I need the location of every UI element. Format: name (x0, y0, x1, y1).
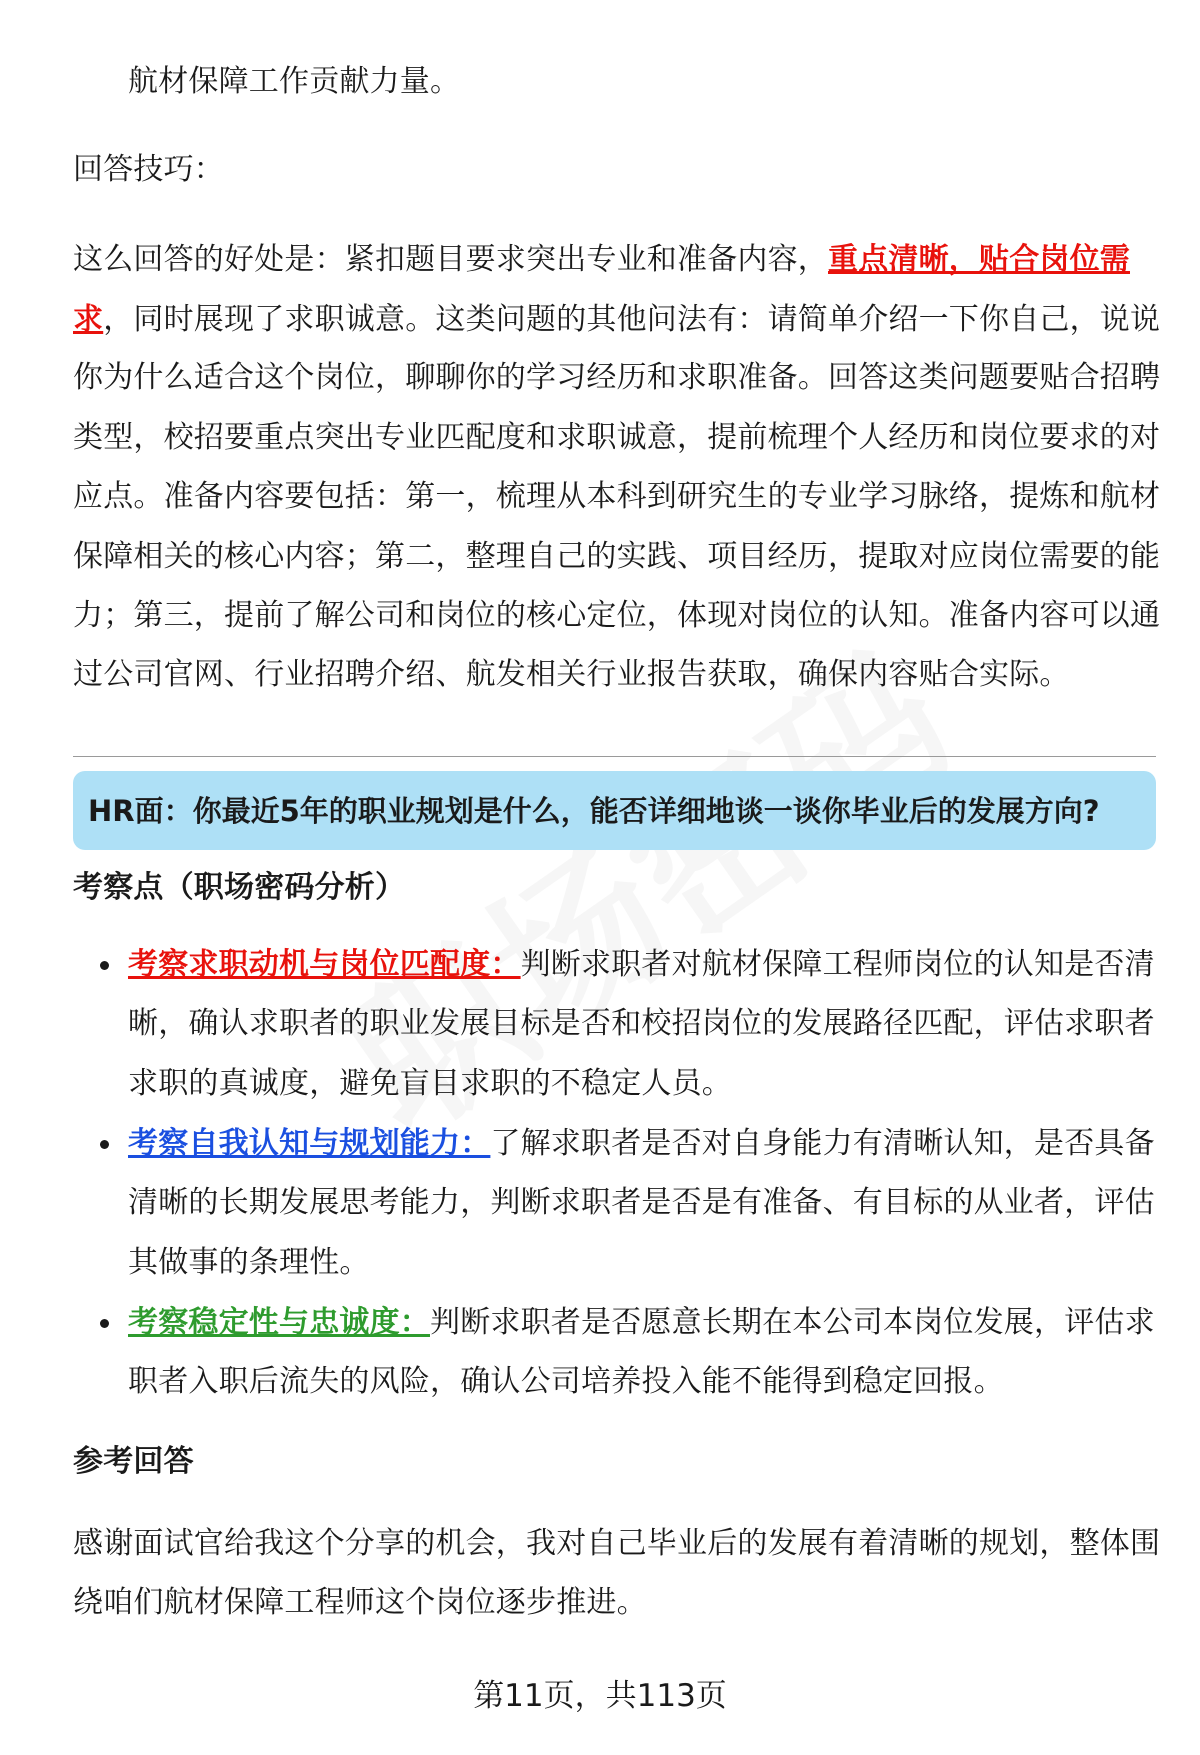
page-footer: 第11页，共113页 (473, 1678, 727, 1714)
bullet-dot (100, 1140, 109, 1149)
tips-line: 你为什么适合这个岗位，聊聊你的学习经历和求职准备。回答这类问题要贴合招聘 (73, 360, 1161, 395)
section-divider (73, 756, 1156, 757)
tips-line: 应点。准备内容要包括：第一，梳理从本科到研究生的专业学习脉络，提炼和航材 (73, 479, 1161, 514)
tips-line: 保障相关的核心内容；第二，整理自己的实践、项目经历，提取对应岗位需要的能 (73, 539, 1161, 574)
point-label-green: 考察稳定性与忠诚度： (128, 1305, 430, 1340)
point-text: 求职的真诚度，避免盲目求职的不稳定人员。 (128, 1066, 732, 1101)
answer-text: 感谢面试官给我这个分享的机会，我对自己毕业后的发展有着清晰的规划，整体围 (73, 1526, 1161, 1561)
point-label-red: 考察求职动机与岗位匹配度： (128, 947, 521, 982)
points-heading: 考察点（职场密码分析） (73, 870, 406, 905)
tips-heading: 回答技巧： (73, 152, 224, 187)
point-text: 了解求职者是否对自身能力有清晰认知，是否具备 (490, 1126, 1155, 1161)
point-text: 清晰的长期发展思考能力，判断求职者是否是有准备、有目标的从业者，评估 (128, 1185, 1155, 1220)
point-text: 晰，确认求职者的职业发展目标是否和校招岗位的发展路径匹配，评估求职者 (128, 1006, 1155, 1041)
tips-highlight: 重点清晰，贴合岗位需 (828, 242, 1130, 277)
answer-text: 绕咱们航材保障工程师这个岗位逐步推进。 (73, 1585, 647, 1620)
tips-text: ，同时展现了求职诚意。这类问题的其他问法有：请简单介绍一下你自己，说说 (103, 302, 1161, 337)
point-text: 其做事的条理性。 (128, 1245, 370, 1280)
bullet-dot (100, 961, 109, 970)
point-label-blue: 考察自我认知与规划能力： (128, 1126, 491, 1161)
tips-line: 过公司官网、行业招聘介绍、航发相关行业报告获取，确保内容贴合实际。 (73, 657, 1070, 692)
answer-heading: 参考回答 (73, 1444, 194, 1479)
question-text: HR面：你最近5年的职业规划是什么，能否详细地谈一谈你毕业后的发展方向? (88, 794, 1100, 828)
tips-highlight: 求 (73, 302, 104, 337)
tips-text: 这么回答的好处是：紧扣题目要求突出专业和准备内容， (73, 242, 828, 277)
point-text: 判断求职者是否愿意长期在本公司本岗位发展，评估求 (430, 1305, 1155, 1340)
tips-line: 类型，校招要重点突出专业匹配度和求职诚意，提前梳理个人经历和岗位要求的对 (73, 420, 1161, 455)
intro-tail: 航材保障工作贡献力量。 (128, 64, 461, 99)
point-text: 判断求职者对航材保障工程师岗位的认知是否清 (520, 947, 1155, 982)
tips-line: 力；第三，提前了解公司和岗位的核心定位，体现对岗位的认知。准备内容可以通 (73, 598, 1161, 633)
bullet-dot (100, 1319, 109, 1328)
point-text: 职者入职后流失的风险，确认公司培养投入能不能得到稳定回报。 (128, 1364, 1004, 1399)
